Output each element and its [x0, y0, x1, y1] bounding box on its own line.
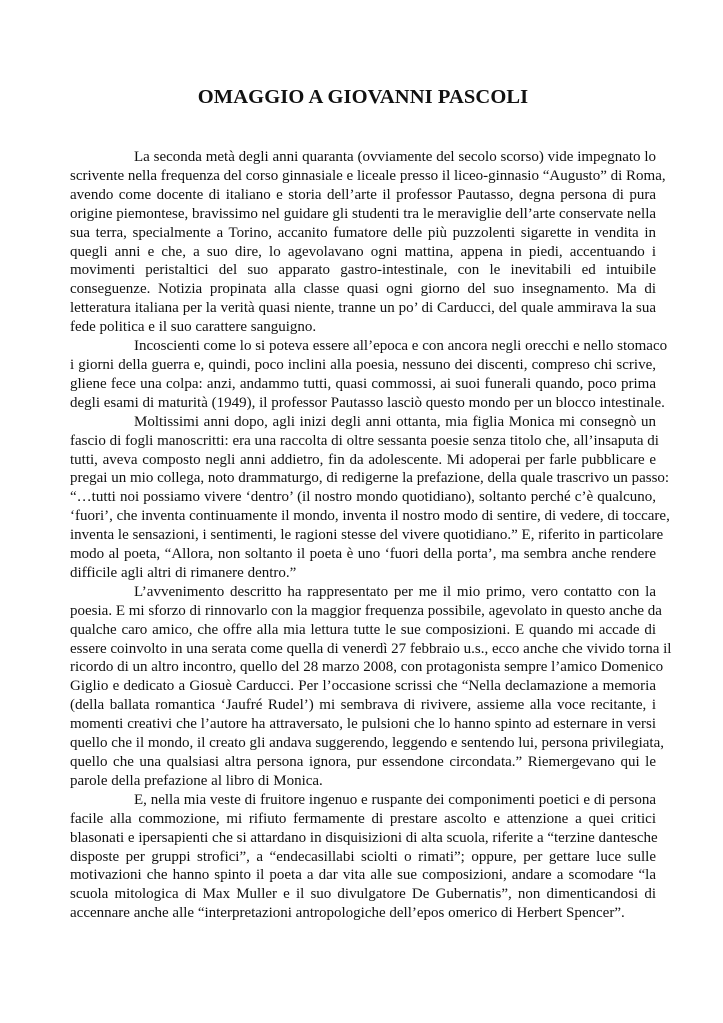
- text-line: parole della prefazione al libro di Monica.: [70, 772, 323, 789]
- text-line: La seconda metà degli anni quaranta (ovviamente del secolo scorso) vide impegnato lo: [134, 149, 656, 165]
- text-line: Giglio e dedicato a Giosuè Carducci. Per l’occasione scrissi che “Nella declamazione a memoria: [70, 678, 656, 695]
- text-line: movimenti peristaltici del suo apparato gastro-intestinale, con le inevitabili ed intuibile: [70, 262, 656, 279]
- text-line: Moltissimi anni dopo, agli inizi degli anni ottanta, mia figlia Monica mi consegnò un: [134, 413, 656, 430]
- text-line: poesia. E mi sforzo di rinnovarlo con la maggior frequenza possibile, agevolato in questo anche da: [70, 602, 662, 619]
- text-line: sua terra, specialmente a Torino, accanito fumatore delle più puzzolenti sigarette in vendita in: [70, 224, 656, 241]
- text-line: L’avvenimento descritto ha rappresentato per me il mio primo, vero contatto con la: [134, 583, 656, 600]
- paragraph: [70, 583, 672, 791]
- text-line: momenti creativi che l’autore ha attraversato, le pulsioni che lo hanno spinto ad esternare in versi: [70, 716, 656, 733]
- paragraph: [70, 791, 656, 923]
- text-line: E, nella mia veste di fruitore ingenuo e ruspante dei componimenti poetici e di persona: [134, 791, 656, 808]
- document-body: [70, 148, 672, 923]
- text-line: modo al poeta, “Allora, non soltanto il poeta è uno ‘fuori della porta’, ma sembra anche rendere: [70, 546, 656, 563]
- text-line: quegli anni e che, a suo dire, lo agevolavano ogni mattina, appena in piedi, accentuando i: [70, 243, 656, 260]
- text-line: origine piemontese, bravissimo nel guidare gli studenti tra le meraviglie dell’arte conservate nella: [70, 205, 657, 222]
- text-line: blasonati e ipersapienti che si attardano in disquisizioni di alta scuola, riferite a “terzine dantesche: [70, 829, 658, 846]
- text-line: i giorni della guerra e, quindi, poco inclini alla poesia, nessuno dei discenti, compreso chi scrive,: [70, 356, 656, 373]
- text-line: Incoscienti come lo si poteva essere all’epoca e con ancora negli orecchi e nello stomaco: [134, 338, 668, 355]
- text-line: accennare anche alle “interpretazioni antropologiche dell’epos omerico di Herbert Spencer”.: [70, 905, 625, 922]
- text-line: gliene fece una colpa: anzi, andammo tutti, quasi commossi, ai suoi funerali quando, poco prima: [70, 375, 656, 392]
- text-line: tutti, aveva composto negli anni addietro, fin da adolescente. Mi adoperai per farle pubblicare e: [70, 451, 656, 468]
- text-line: inventa le sensazioni, i sentimenti, le ragioni stesse del vivere quotidiano.” E, riferito in particolare: [70, 527, 664, 544]
- text-line: degli esami di maturità (1949), il professor Pautasso lasciò questo mondo per un blocco intestinale.: [70, 394, 665, 411]
- paragraph: [70, 413, 670, 583]
- text-line: qualche caro amico, che offre alla mia lettura tutte le sue composizioni. E quando mi accade di: [70, 621, 656, 638]
- text-line: quello che una qualsiasi altra persona ignora, pur essendone circondata.” Riemergevano qui le: [70, 754, 656, 770]
- text-line: difficile agli altri di rimanere dentro.”: [70, 564, 297, 581]
- text-line: facile alla commozione, mi rifiuto fermamente di prestare ascolto e attenzione a quei critici: [70, 810, 656, 827]
- text-line: pregai un mio collega, noto drammaturgo, di redigerne la prefazione, della quale trascrivo un passo:: [70, 470, 670, 487]
- text-line: scuola mitologica di Max Muller e il suo divulgatore De Gubernatis”, non dimenticandosi di: [70, 886, 656, 903]
- text-line: ricordo di un altro incontro, quello del 28 marzo 2008, con protagonista sempre l’amico Domenico: [70, 659, 664, 676]
- text-line: avendo come docente di italiano e storia dell’arte il professor Pautasso, degna persona di pura: [70, 186, 656, 203]
- text-line: scrivente nella frequenza del corso ginnasiale e liceale presso il liceo-ginnasio “Augusto” di Roma,: [70, 167, 666, 184]
- text-line: fascio di fogli manoscritti: era una raccolta di oltre sessanta poesie senza titolo che, all’insaputa di: [70, 432, 659, 449]
- text-line: (della ballata romantica ‘Jaufré Rudel’) mi sembrava di rivivere, assieme alla voce recitante, i: [70, 697, 656, 714]
- paragraph: [70, 337, 668, 413]
- text-line: “…tutti noi possiamo vivere ‘dentro’ (il nostro mondo quotidiano), soltanto perché c’è qualcuno,: [70, 489, 656, 506]
- text-line: quello che il mondo, il creato gli andava suggerendo, leggendo e sentendo lui, persona privilegiata,: [70, 735, 664, 752]
- text-line: letteratura italiana per la verità quasi niente, tranne un po’ di Carducci, del quale ammirava la sua: [70, 300, 656, 317]
- text-line: motivazioni che hanno spinto il poeta a dar vita alle sue composizioni, andare a scomodare “la: [70, 867, 656, 884]
- paragraph: [70, 148, 666, 337]
- text-line: fede politica e il suo carattere sanguigno.: [70, 319, 317, 336]
- page-title: OMAGGIO A GIOVANNI PASCOLI: [197, 86, 529, 108]
- text-line: essere coinvolto in una serata come quella di venerdì 27 febbraio u.s., ecco anche che vivido torna il: [70, 640, 672, 657]
- text-line: disposte per gruppi strofici”, a “endecasillabi sciolti o rimati”; oppure, per gettare luce sulle: [70, 848, 656, 865]
- text-line: ‘fuori’, che inventa continuamente il mondo, inventa il nostro modo di sentire, di vedere, di toccare,: [70, 508, 670, 525]
- text-line: conseguenze. Notizia propinata alla classe quasi ogni giorno del suo insegnamento. Ma di: [70, 281, 656, 298]
